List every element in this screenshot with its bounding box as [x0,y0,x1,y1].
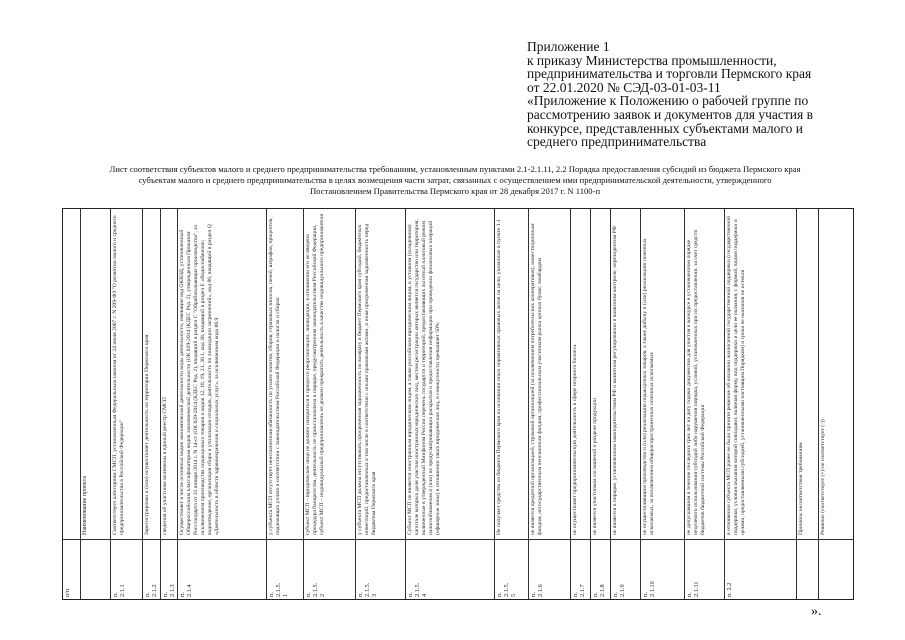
table-row-text: Не получает средства из бюджета Пермского края на основании иных нормативных правовых актов на цели, указанные в пункте 1.1 [496,219,502,535]
appendix-line: рассмотрению заявок и документов для участия в [527,106,813,122]
table-row [818,211,855,537]
appendix-line: к приказу Министерства промышленности, [527,52,777,68]
table-row [110,211,142,537]
compliance-table [62,208,854,600]
row-ref [494,541,528,599]
row-ref-text: п. 2.1.5. 4 [407,582,428,597]
row-ref-text: п. 2.1.5. 5 [496,582,517,597]
appendix-header [527,40,887,149]
table-row-text: сведения об участнике включены в единый реестр СМСП [162,397,168,535]
row-ref [570,541,590,599]
table-row-text: у субъекта МСП должна отсутствовать просроченная задолженность по возврату в бюджет Пермского края субсидий, бюджетных инвестиций, предоставленных в том числе в соответствии с иными правовыми актами, и иная просроченная задолженность перед бюджетом Пермского края [357,223,377,535]
appendix-line: среднего предпринимательства [527,134,707,150]
row-ref [405,541,494,599]
row-ref-text: п. 2.1.3 [162,584,176,597]
appendix-line: предпринимательства и торговли Пермского края [527,66,812,82]
table-row [640,211,684,537]
row-ref-text: п. 2.1.5. 2 [305,582,326,597]
appendix-line: «Приложение к Положению о рабочей группе по [527,93,809,109]
table-row-text: не является в порядке, установленном законодательством РФ о валютном регулировании и валютном контроле, нерезидентом РФ [612,225,618,535]
row-ref [640,541,684,599]
row-ref [142,541,160,599]
table-row-text: Зарегистрирован и (или) осуществляет деятельность на территории Пермского края [144,334,150,535]
row-ref-text: п. 2.1.1 [112,584,126,597]
table-row [142,211,160,537]
appendix-line: конкурсе, представленных субъектами малого и [527,120,803,136]
table-row [266,211,303,537]
table-row-text: Решение (соответствует (+)/не соответствует (-)) [820,419,826,535]
table-row [494,211,528,537]
caption-line: субъектам малого и среднего предпринимательства в целях возмещения части затрат, связанных с осуществлением ими предпринимательской деятельности, утвержденного [138,175,772,185]
table-row-text: не осуществляет предпринимательскую деятельность в сфере игорного бизнеса [572,344,578,535]
row-ref [266,541,303,599]
table-row-text: субъект МСП – юридическое лицо не должен находиться в процессе реорганизации, ликвидации, в отношении его не введена процедура банкротства, деятельность не приостановлена в порядке, предусмотренном законодательством Российской Федерации, субъект МСП – индивидуальный предприниматель не должен прекратить деятельность в качестве индивидуального предпринимателя [305,213,325,535]
row-ref-text: п. 2.1.11 [686,581,700,597]
table-row-text: не допускавшим в течение последних трех лет на дату подачи документов для участия в конкурсе в установленном порядке нецелевого использования субсидий либо нарушения порядка, условий, установленных при их предоставлении, за счет средств бюджетов бюджетной системы Российской Федерации [686,230,706,535]
table-row-text: не является участником соглашений о разделе продукции [592,398,598,535]
caption-line: Лист соответствия субъектов малого и среднего предпринимательства требованиям, установленным пунктами 2.1-2.1.11, 2.2 Порядка предоставления субсидий из бюджета Пермского края [109,164,801,174]
table-row [405,211,494,537]
table-row-text: у субъекта МСП отсутствует неисполненная обязанность по уплате налогов, сборов, страховых взносов, пеней, штрафов, процентов, подлежащих уплате в соответствии с законодательством Российской Федерации о налогах и сборах [268,217,281,535]
table-row [724,211,796,537]
row-ref [303,541,355,599]
row-ref-text: п. 2.1.5. 3 [357,582,378,597]
table-row [355,211,405,537]
closing-quote: ». [811,604,822,619]
row-ref [590,541,610,599]
table-row-text: не является кредитной организацией, страховой организацией (за исключением потребительских кооперативов), инвестиционным фондом, негосударственным пенсионным фондом, профессиональным участником рынка ценных бумаг, ломбардом [530,223,543,535]
caption-line: Постановлением Правительства Пермского края от 28 декабря 2017 г. N 1100-п [309,186,601,196]
table-row [610,211,640,537]
table-caption [40,164,870,197]
row-ref-text: п. 2.1.4 [179,584,193,597]
table-row [160,211,177,537]
row-ref-text: п. 2.1.7 [572,584,586,597]
row-ref-text: п. 2.1.5. 1 [268,582,289,597]
row-ref-text: п. 2.1.10 [642,581,656,597]
table-row [177,211,266,537]
row-ref [110,541,142,599]
table-row-text: Осуществляет в числе основных видов экономической деятельности виды деятельности, имеющие код ОКВЭД, установленный Общероссийским классификатором видов экономической деятельности (ОК 029-2014 (КДЕС Ред. 2), утвержденным Приказом Росстандарта от 31 января 2014 г. N 14-ст (ОК 029-2014 (КДЕС Ред. 2), входящий в раздел С "Обрабатывающие производства", за исключением производства подакцизных товаров и кодов 12, 18, 19, 21, 30.1, код 38, входящий в раздел Е «Водоснабжение; водоотведение, организация сбора и утилизации отходов, деятельность по ликвидации загрязнений», код 86, входящий в раздел Q «Деятельность в области здравоохранения и социальных услуг», за исключением кода 86.9 [179,224,220,535]
row-ref [684,541,724,599]
row-ref-text: п. 2.1.6 [530,584,544,597]
row-ref-text: п. 2.1.9 [612,584,626,597]
row-ref-text: п. 2.1.8 [592,584,606,597]
table-row-text: не осуществляющим производство и (или) реализацию подакцизных товаров, а также добычу и (или) реализацию полезных ископаемых, за исключением общераспространенных полезных ископаемых [642,238,655,535]
header-num [63,541,80,599]
row-ref [528,541,570,599]
appendix-line: от 22.01.2020 № СЭД-03-01-03-11 [527,79,721,95]
table-row-text: Соответствует категориям СМСП, установленным Федеральным законом от 24 июля 2007 г. N 209-ФЗ "О развитии малого и среднего предпринимательства в Российской Федерации" [112,215,125,535]
table-row [796,211,818,537]
table-row-text: Причины несоответствия требованиям [798,442,804,535]
header-name [80,211,110,537]
table-row [303,211,355,537]
table-row [528,211,570,537]
table-row [684,211,724,537]
table-row-text: в отношении субъекта МСП ранее не было принято решение об оказании аналогичной государственной поддержки (государственной поддержки, условия оказания которой совпадают, включая форму, вид поддержки и цели ее оказания, с формой, видом поддержки и целями, предоставляемыми субсидией, установленными настоящим Порядком) и сроки ее оказания не истекли [726,216,746,535]
header-name-text: Наименование проекта [82,475,88,535]
table-row-text: Субъект МСП не является иностранным юридическим лицом, а также российским юридическим лицом, в уставном (складочном) капитале которых доля участия иностранных юридических лиц, местом регистрации которых является государство или территория, включенные в утвержденный Минфином России перечень государств и территорий, предоставляющих льготный налоговый режим налогообложения и (или) не предусматривающих раскрытия и предоставления информации при проведении финансовых операций (офшорные зоны) в отношении таких юридических лиц, в совокупности превышает 50% [407,219,441,535]
appendix-line: Приложение 1 [527,39,610,54]
row-ref-text: п. 2.1.2 [144,584,158,597]
row-ref-text: п. 2.2 [726,582,733,597]
table-row [590,211,610,537]
header-num-text: п/п [65,588,71,597]
row-ref [610,541,640,599]
table-row [570,211,590,537]
row-ref [160,541,177,599]
row-ref [355,541,405,599]
row-ref [724,541,796,599]
row-ref [177,541,266,599]
